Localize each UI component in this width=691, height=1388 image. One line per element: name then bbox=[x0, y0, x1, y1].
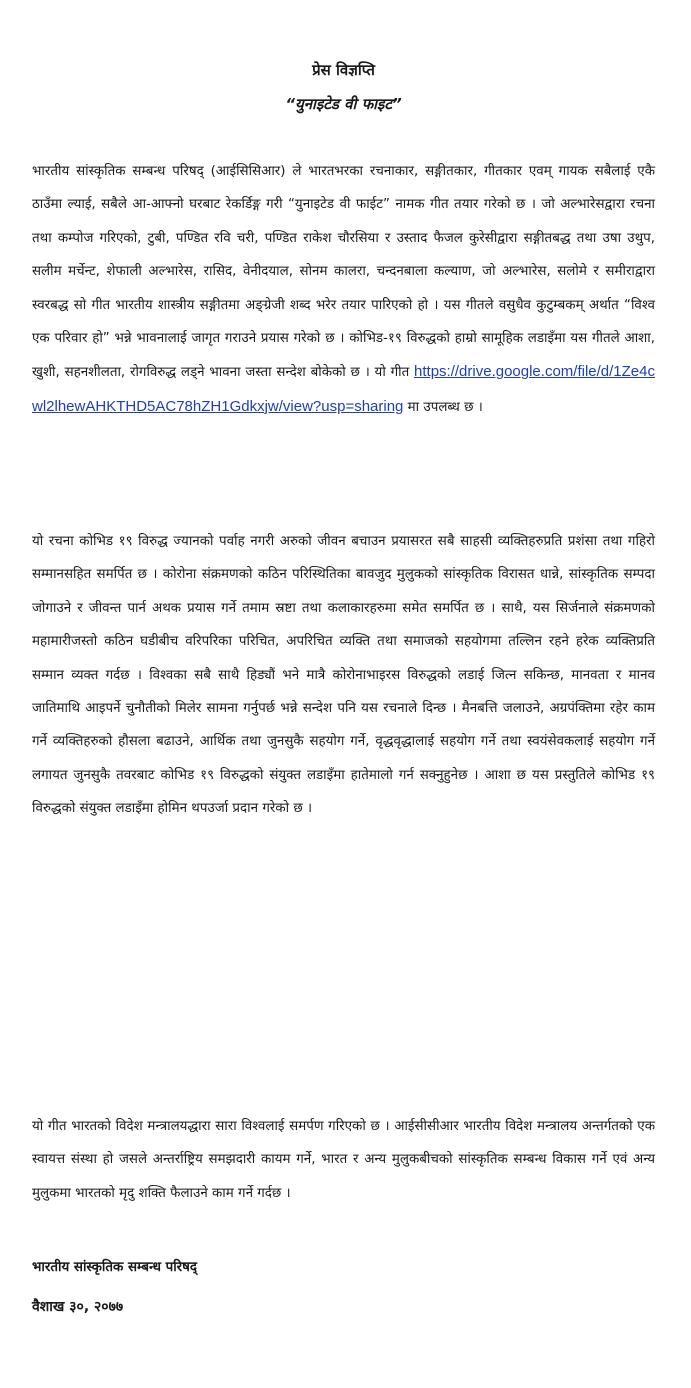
issuer-signature: भारतीय सांस्कृतिक सम्बन्ध परिषद् bbox=[32, 1260, 198, 1275]
dedication-paragraph: यो रचना कोभिड १९ विरुद्ध ज्यानको पर्वाह नगरी अरुको जीवन बचाउन प्रयासरत सबै साहसी व्यक्तिहरुप्रति प्रशंसा तथा गहिरो सम्मानसहित समर्पित छ । कोरोना संक्रमणको कठिन परिस्थितिका बावजुद मुलुकको सांस्कृतिक विरासत धान्ने, सांस्कृतिक सम्पदा जोगाउने र जीवन्त पार्न अथक प्रयास गर्ने तमाम स्रष्टा तथा कलाकारहरुमा समेत समर्पित छ । साथै, यस सिर्जनाले संक्रमणको महामारीजस्तो कठिन घडीबीच वरिपरिका परिचित, अपरिचित व्यक्ति तथा समाजको सहयोगमा तल्लिन रहने हरेक व्यक्तिप्रति सम्मान व्यक्त गर्दछ । विश्वका सबै साथै हिड्यौं भने मात्रै कोरोनाभाइरस विरुद्धको लडाई जित्न सकिन्छ, मानवता र मानव जातिमाथि आइपर्ने चुनौतीको मिलेर सामना गर्नुपर्छ भन्ने सन्देश पनि यस रचनाले दिन्छ । मैनबत्ति जलाउने, अग्रपंक्तिमा रहेर काम गर्ने व्यक्तिहरुको हौसला बढाउने, आर्थिक तथा जुनसुकै सहयोग गर्ने, वृद्धवृद्धालाई सहयोग गर्ने तथा स्वयंसेवकलाई सहयोग गर्ने लगायत जुनसुकै तवरबाट कोभिड १९ विरुद्धको संयुक्त लडाइँमा हातेमालो गर्न सक्नुहुनेछ । आशा छ यस प्रस्तुतिले कोभिड १९ विरुद्धको संयुक्त लडाइँमा होमिन थपउर्जा प्रदान गरेको छ । bbox=[32, 534, 655, 817]
intro-paragraph-text: भारतीय सांस्कृतिक सम्बन्ध परिषद् (आईसिसिआर) ले भारतभरका रचनाकार, सङ्गीतकार, गीतकार एवम् गायक सबैलाई एकै ठाउँमा ल्याई, सबैले आ-आफ्नो घरबाट रेकर्डिङ्ग गरी “युनाइटेड वी फाईट” नामक गीत तयार गरेको छ । जो अल्भारेसद्वारा रचना तथा कम्पोज गरिएको, टुबी, पण्डित रवि चरी, पण्डित राकेश चौरसिया र उस्ताद फैजल कुरेसीद्वारा सङ्गीतबद्ध तथा उषा उथुप, सलीम मर्चेन्ट, शेफाली अल्भारेस, रासिद, वेनीदयाल, सोनम कालरा, चन्दनबाला कल्याण, जो अल्भारेस, सलोमे र समीराद्वारा स्वरबद्ध सो गीत भारतीय शास्त्रीय सङ्गीतमा अङ्ग्रेजी शब्द भरेर तयार पारिएको हो । यस गीतले वसुधैव कुटुम्बकम् अर्थात “विश्व एक परिवार हो” भन्ने भावनालाई जागृत गराउने प्रयास गरेको छ । कोभिड-१९ विरुद्धको हाम्रो सामूहिक लडाइँमा यस गीतले आशा, खुशी, सहनशीलता, रोगविरुद्ध लड्ने भावना जस्ता सन्देश बोकेको छ । यो गीत bbox=[32, 164, 655, 381]
song-title: “युनाइटेड वी फाइट” bbox=[285, 95, 402, 113]
intro-paragraph-tail: मा उपलब्ध छ । bbox=[403, 399, 483, 415]
about-iccr-paragraph: यो गीत भारतको विदेश मन्त्रालयद्धारा सारा विश्वलाई समर्पण गरिएको छ । आईसीसीआर भारतीय विदेश मन्त्रालय अन्तर्गतको एक स्वायत्त संस्था हो जसले अन्तर्राष्ट्रिय समझदारी कायम गर्ने, भारत र अन्य मुलुकबीचको सांस्कृतिक सम्बन्ध विकास गर्ने एवं अन्य मुलुकमा भारतको मृदु शक्ति फैलाउने काम गर्ने गर्दछ । bbox=[32, 1119, 655, 1201]
release-date: वैशाख ३०, २०७७ bbox=[32, 1299, 124, 1315]
song-drive-link[interactable]: https://drive.google.com/file/d/1Ze4cwl2lhewAHKTHD5AC78hZH1Gdkxjw/view?usp=sharing bbox=[32, 363, 655, 415]
document-title: प्रेस विज्ञप्ति bbox=[312, 61, 375, 79]
intro-paragraph bbox=[32, 155, 655, 424]
